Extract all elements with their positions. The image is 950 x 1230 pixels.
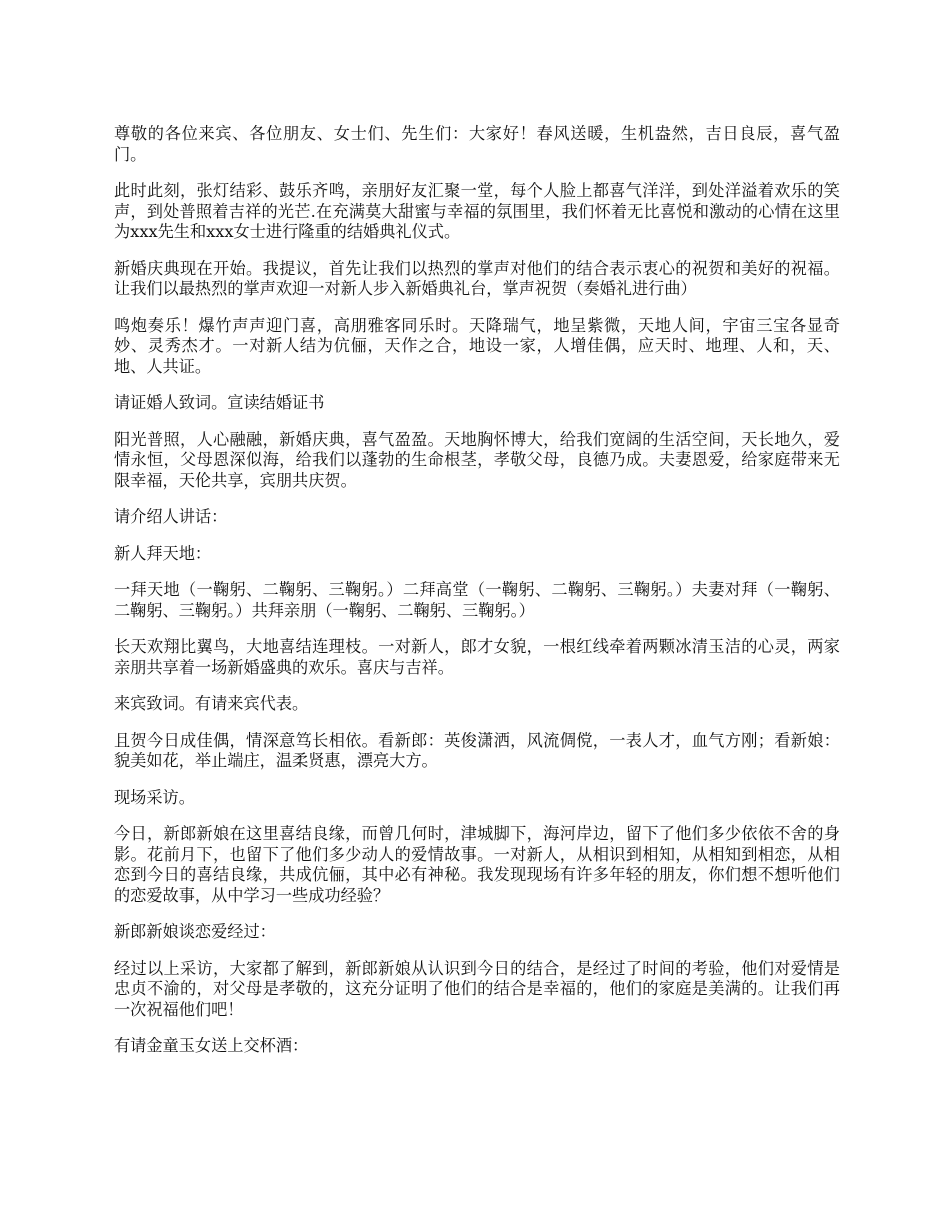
paragraph-blessing: 阳光普照，人心融融，新婚庆典，喜气盈盈。天地胸怀博大，给我们宽阔的生活空间，天长地久，爱情永恒，父母恩深似海，给我们以蓬勃的生命根茎，孝敬父母，良德乃成。夫妻恩爱，给家庭带来无限幸福，天伦共享，宾朋共庆贺。 [114,429,840,490]
paragraph-interview-summary: 经过以上采访，大家都了解到，新郎新娘从认识到今日的结合，是经过了时间的考验，他们对爱情是忠贞不渝的，对父母是孝敬的，这充分证明了他们的结合是幸福的，他们的家庭是美满的。让我们再一次祝福他们吧！ [114,958,840,1019]
paragraph-courtship-talk: 新郎新娘谈恋爱经过： [114,922,276,941]
paragraph-worship-heaven-earth: 新人拜天地： [114,543,212,563]
paragraph-live-interview: 现场采访。 [114,787,195,807]
paragraph-opening-scene: 此时此刻，张灯结彩、鼓乐齐鸣，亲朋好友汇聚一堂，每个人脸上都喜气洋洋，到处洋溢着欢乐的笑声，到处普照着吉祥的光芒.在充满莫大甜蜜与幸福的氛围里，我们怀着无比喜悦和激动的心情在这里为xxx先生和xxx女士进行隆重的结婚典礼仪式。 [114,181,840,241]
paragraph-bows: 一拜天地（一鞠躬、二鞠躬、三鞠躬。）二拜高堂（一鞠躬、二鞠躬、三鞠躬。）夫妻对拜（一鞠躬、二鞠躬、三鞠躬。）共拜亲朋（一鞠躬、二鞠躬、三鞠躬。） [114,580,840,620]
paragraph-love-story: 今日，新郎新娘在这里喜结良缘，而曾几何时，津城脚下，海河岸边，留下了他们多少依依不舍的身影。花前月下，也留下了他们多少动人的爱情故事。一对新人，从相识到相知，从相知到相恋，从相恋到今日的喜结良缘，共成伉俪，其中必有神秘。我发现现场有许多年轻的朋友，你们想不想听他们的恋爱故事，从中学习一些成功经验？ [114,824,840,905]
document-page [114,124,840,1073]
paragraph-witness-speech: 请证婚人致词。宣读结婚证书 [114,393,325,412]
paragraph-groom-bride-praise: 且贺今日成佳偶，情深意笃长相依。看新郎：英俊潇洒，风流倜傥，一表人才，血气方刚；看新娘：貌美如花，举止端庄，温柔贤惠，漂亮大方。 [114,730,840,770]
paragraph-wedding-toast: 有请金童玉女送上交杯酒： [114,1036,309,1055]
paragraph-matchmaker-speech: 请介绍人讲话： [114,507,228,526]
paragraph-greeting: 尊敬的各位来宾、各位朋友、女士们、先生们：大家好！春风送暖，生机盎然，吉日良辰，喜气盈门。 [114,124,840,164]
paragraph-ceremony-start: 新婚庆典现在开始。我提议，首先让我们以热烈的掌声对他们的结合表示衷心的祝贺和美好的祝福。让我们以最热烈的掌声欢迎一对新人步入新婚典礼台，掌声祝贺（奏婚礼进行曲） [114,258,840,298]
paragraph-couple-praise: 长天欢翔比翼鸟，大地喜结连理枝。一对新人，郎才女貌，一根红线牵着两颗冰清玉洁的心灵，两家亲朋共享着一场新婚盛典的欢乐。喜庆与吉祥。 [114,637,840,677]
paragraph-guest-speech: 来宾致词。有请来宾代表。 [114,694,309,713]
paragraph-firecrackers: 鸣炮奏乐！爆竹声声迎门喜，高朋雅客同乐时。天降瑞气，地呈紫微，天地人间，宇宙三宝各显奇妙、灵秀杰才。一对新人结为伉俪，天作之合，地设一家，人增佳偶，应天时、地理、人和，天、地、人共证。 [114,315,840,376]
